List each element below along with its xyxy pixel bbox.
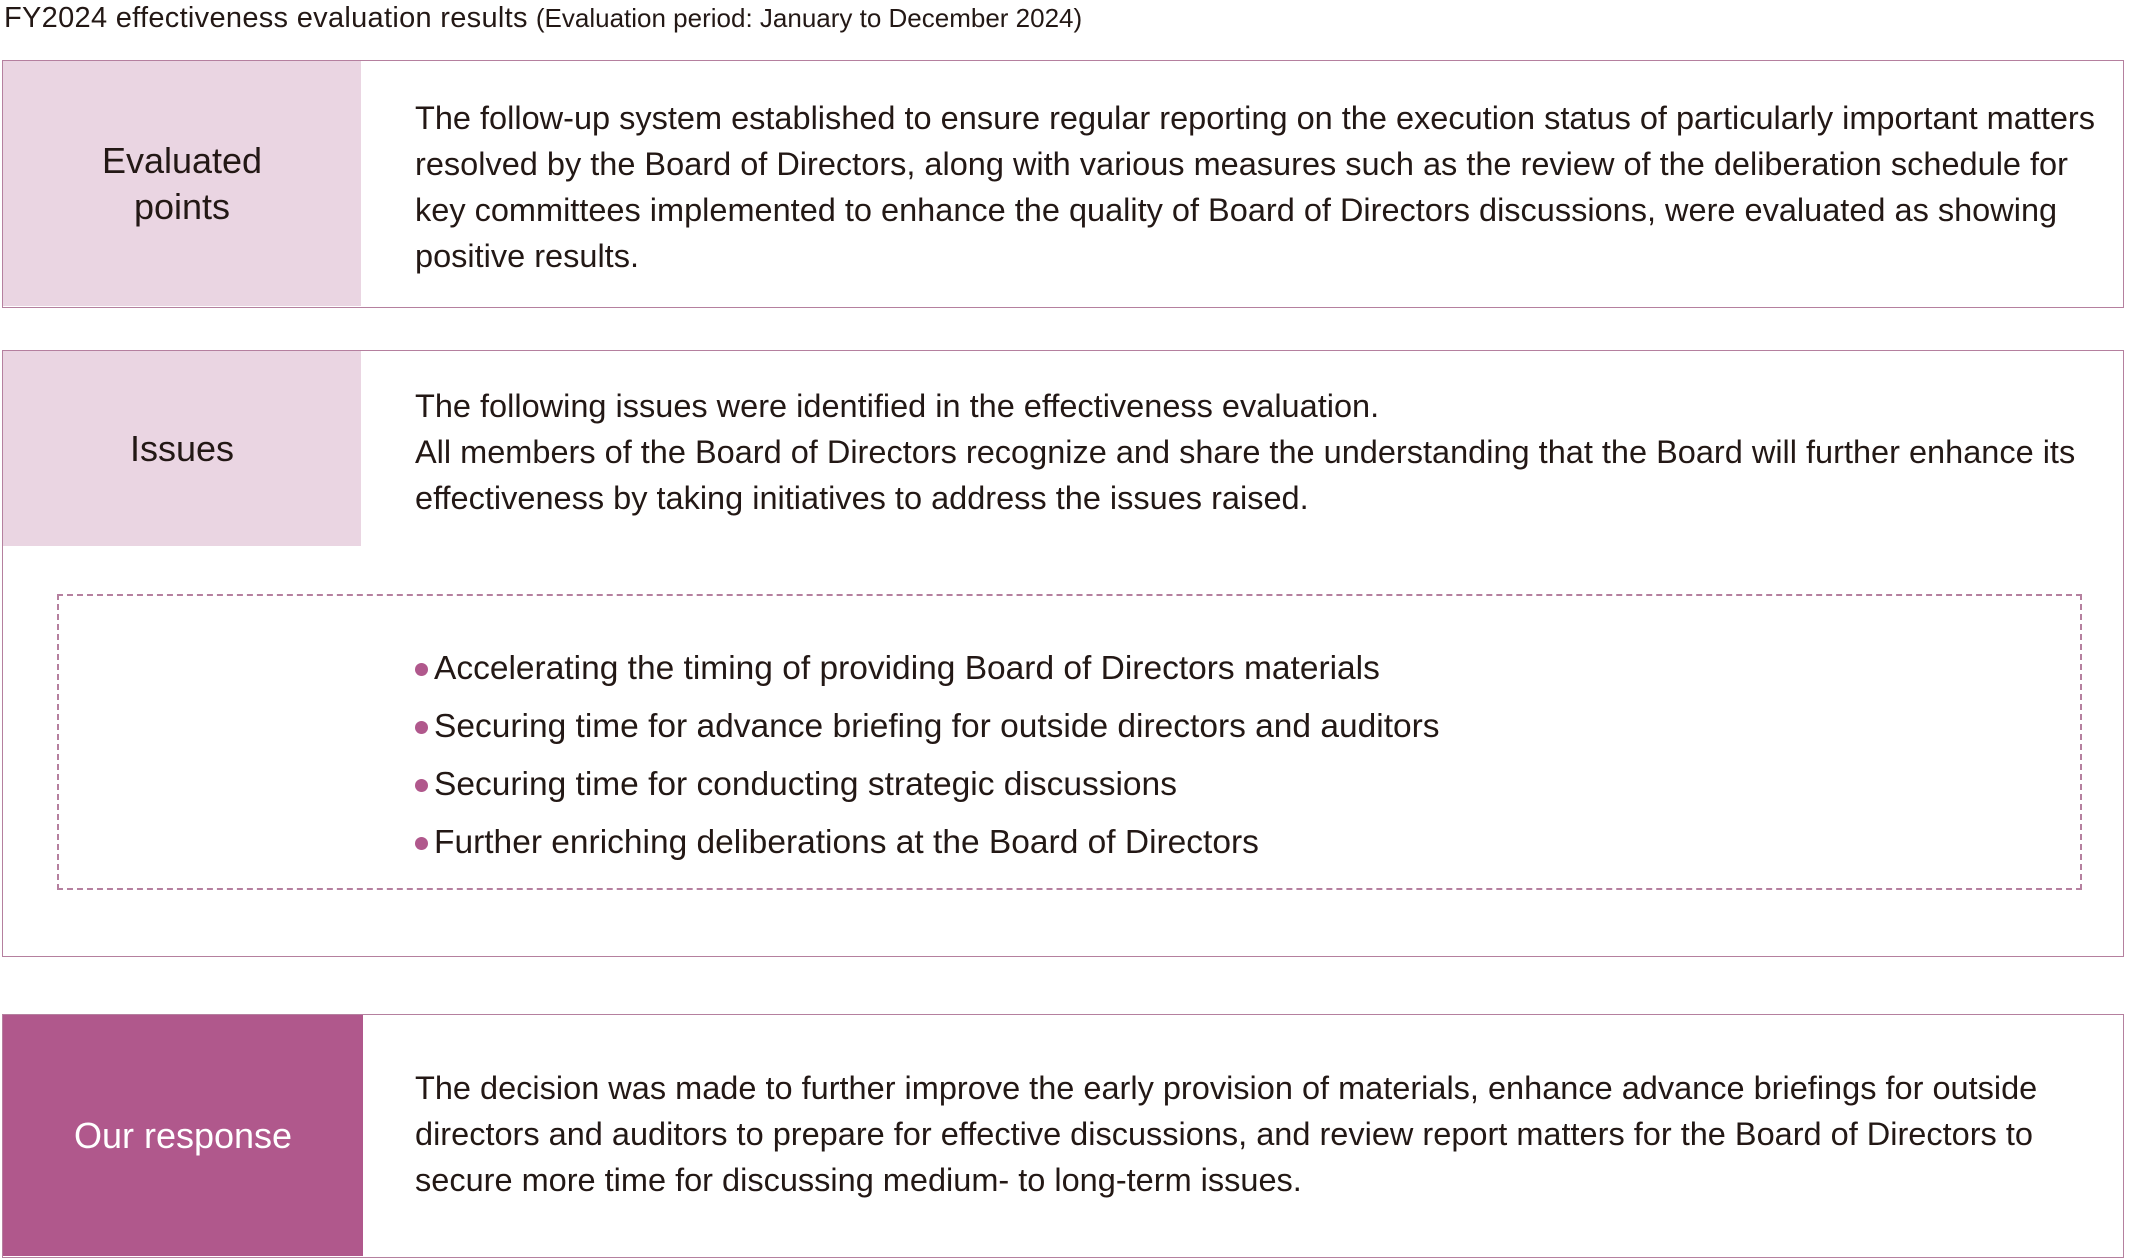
issues-list-box <box>57 594 2082 890</box>
bullet-icon <box>415 779 428 792</box>
issues-intro-text <box>415 383 2095 521</box>
issue-item-text: Securing time for advance briefing for outside directors and auditors <box>434 708 1440 745</box>
issues-intro-line1: The following issues were identified in the effectiveness evaluation. <box>415 388 1380 424</box>
title-main: FY2024 effectiveness evaluation results <box>4 2 528 34</box>
bullet-icon <box>415 721 428 734</box>
response-panel <box>2 1014 2124 1258</box>
evaluated-points-text <box>415 95 2095 279</box>
issue-item-text: Securing time for conducting strategic discussions <box>434 766 1177 803</box>
page-title <box>4 0 1082 36</box>
issue-item <box>415 756 1440 814</box>
issue-item <box>415 814 1440 872</box>
issue-item <box>415 698 1440 756</box>
evaluated-points-label <box>3 61 361 306</box>
issues-intro-line2: All members of the Board of Directors recognize and share the understanding that the Board will further enhance its effectiveness by taking initiatives to address the issues raised. <box>415 434 2076 516</box>
issue-item <box>415 640 1440 698</box>
evaluated-points-panel <box>2 60 2124 308</box>
title-subtitle: (Evaluation period: January to December 2024) <box>535 3 1083 33</box>
evaluated-paragraph: The follow-up system established to ensure regular reporting on the execution status of particularly important matters resolved by the Board of Directors, along with various measures such as the review of the deliberation schedule for key committees implemented to enhance the quality of Board of Directors discussions, were evaluated as showing positive results. <box>415 100 2096 274</box>
response-label: Our response <box>3 1015 363 1256</box>
bullet-icon <box>415 837 428 850</box>
issue-item-text: Further enriching deliberations at the Board of Directors <box>434 824 1259 861</box>
issues-list <box>415 640 1440 872</box>
issues-label: Issues <box>3 351 361 546</box>
response-text <box>415 1065 2095 1203</box>
evaluated-label-line1: Evaluated <box>101 139 263 181</box>
evaluated-label-line2: points <box>133 185 231 227</box>
response-paragraph: The decision was made to further improve the early provision of materials, enhance advance briefings for outside directors and auditors to prepare for effective discussions, and review report matters for the Board of Directors to secure more time for discussing medium- to long-term issues. <box>415 1070 2038 1198</box>
bullet-icon <box>415 663 428 676</box>
issues-panel <box>2 350 2124 957</box>
issue-item-text: Accelerating the timing of providing Board of Directors materials <box>434 650 1380 687</box>
